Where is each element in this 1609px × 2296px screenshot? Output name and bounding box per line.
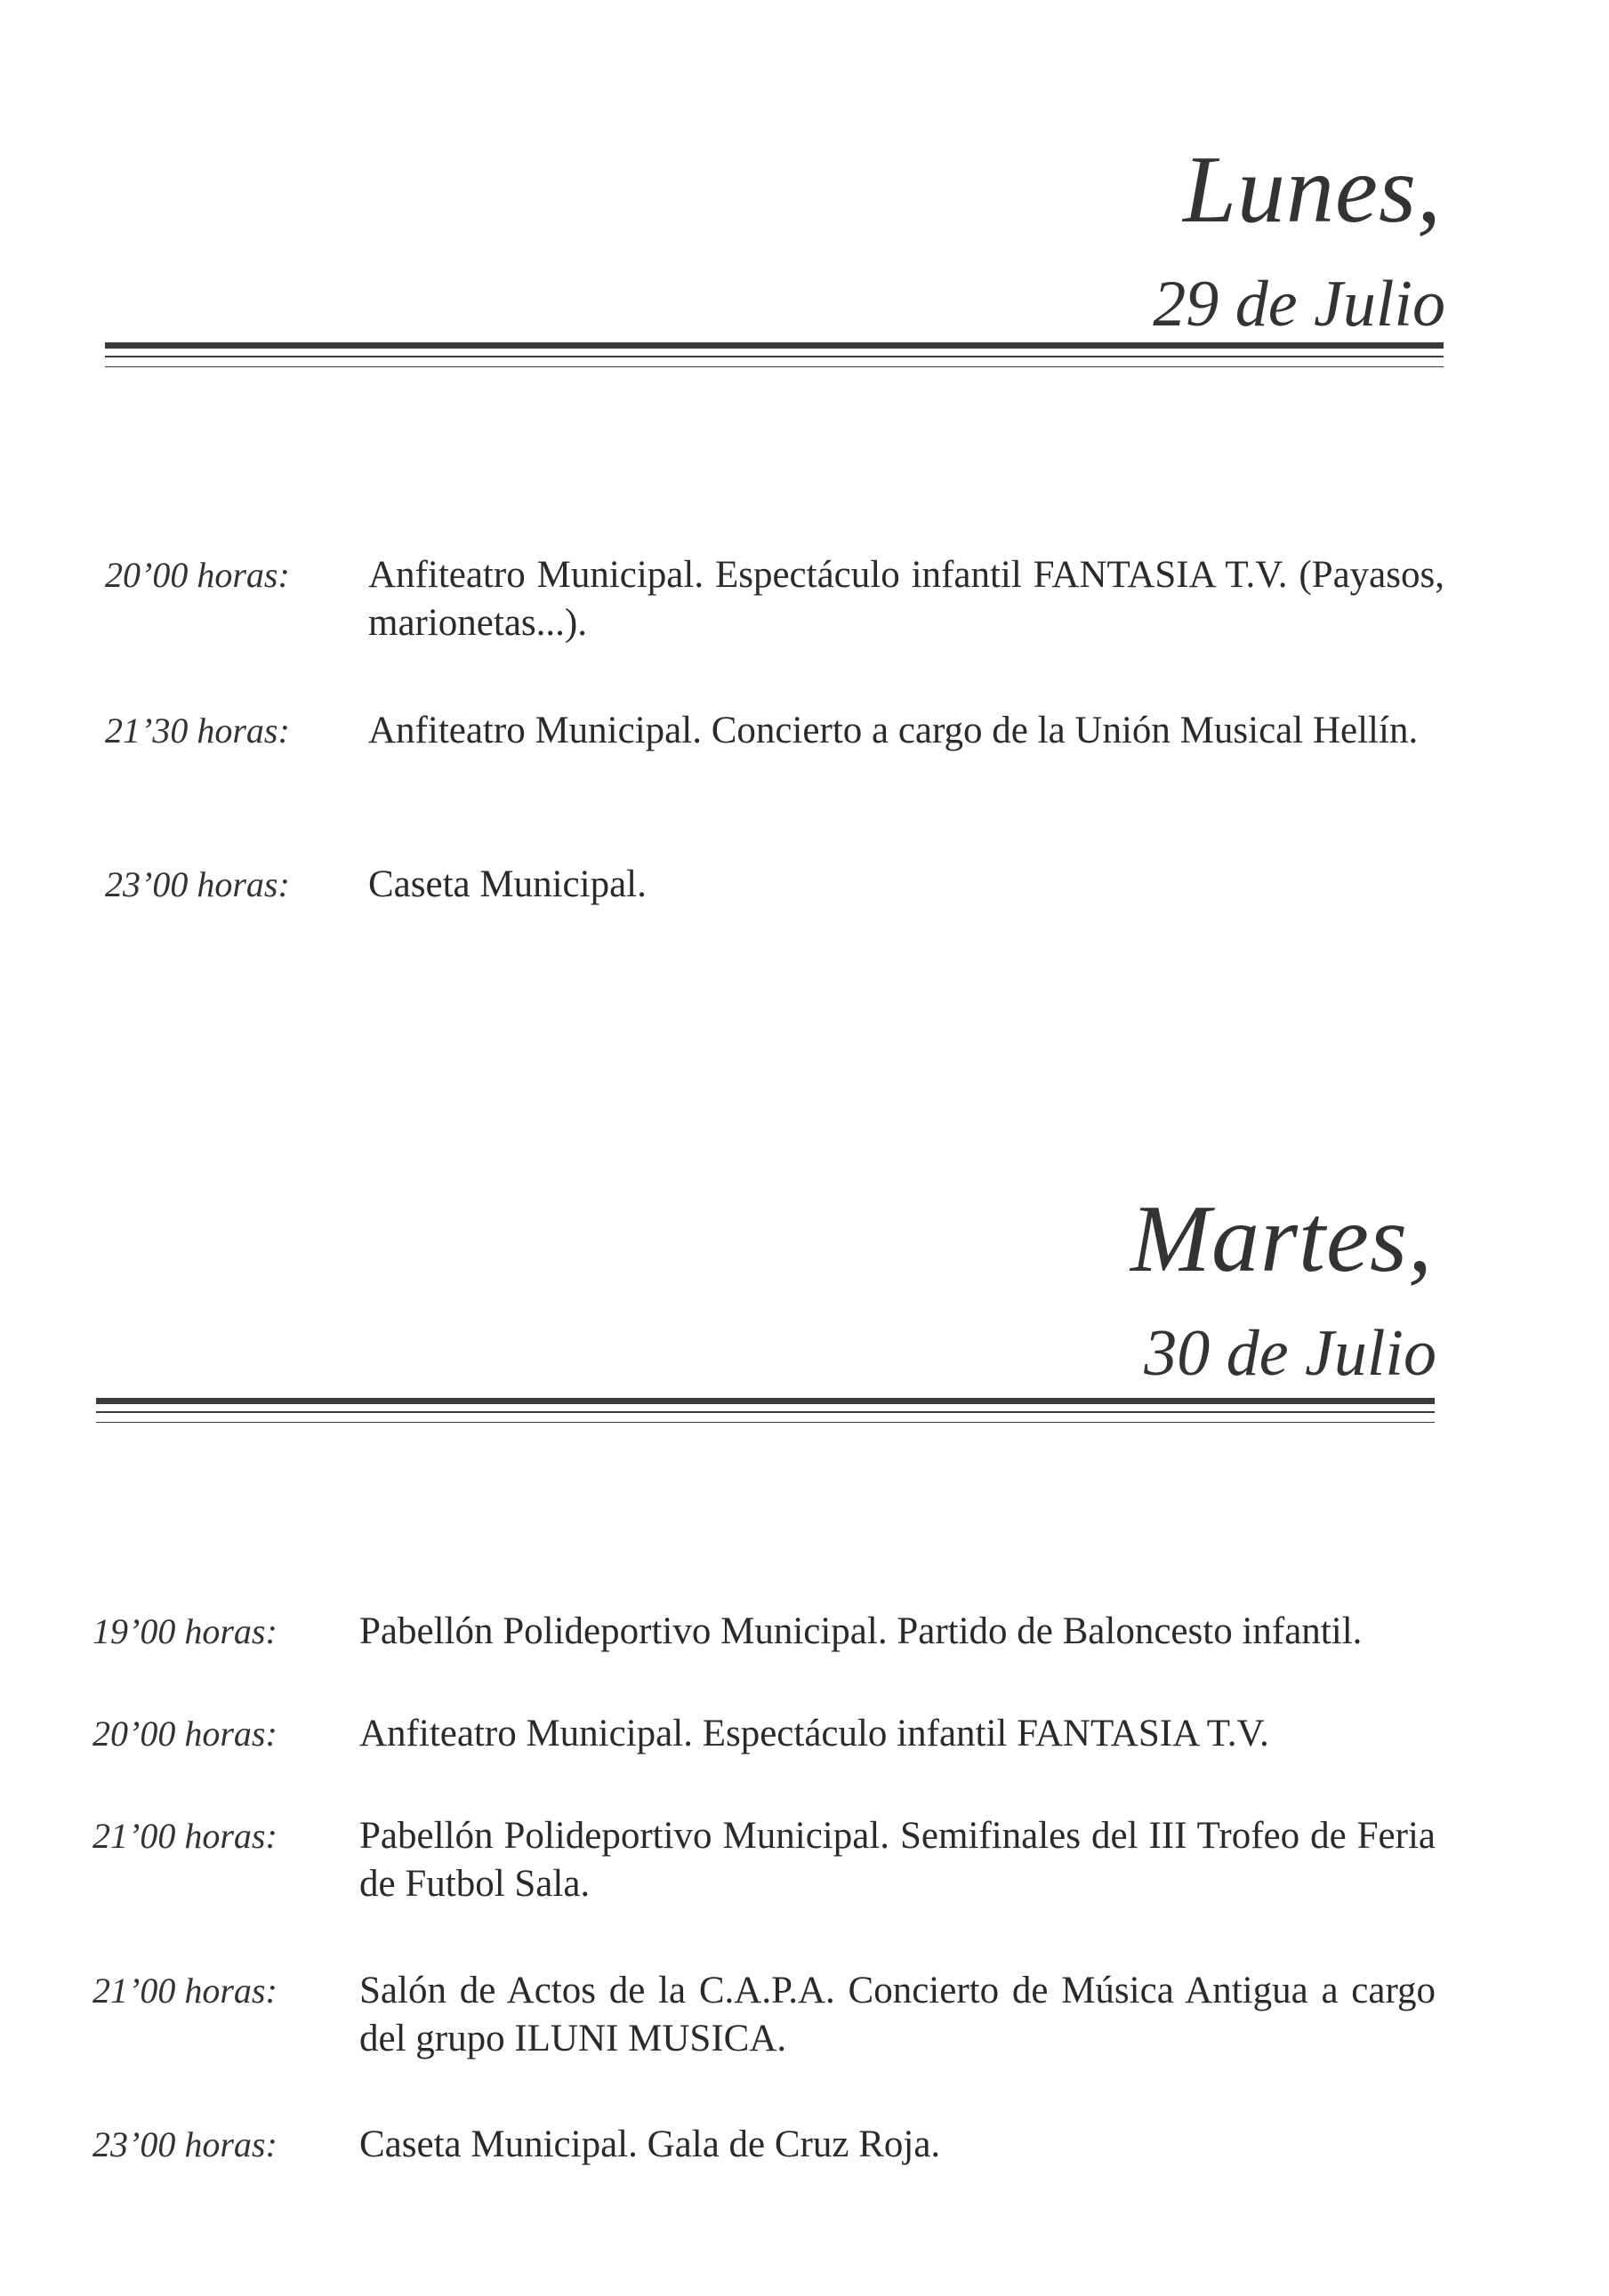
header-rule-thick <box>105 342 1444 349</box>
event-description: Anfiteatro Municipal. Espectáculo infantil FANTASIA T.V. (Payasos, marionetas...). <box>368 554 1444 644</box>
event-description: Salón de Actos de la C.A.P.A. Concierto de Música Antigua a cargo del grupo ILUNI MUSICA. <box>359 1970 1436 2059</box>
event-time: 21’00 horas: <box>93 1971 278 2011</box>
event-description: Caseta Municipal. <box>368 863 647 905</box>
header-rule-mid <box>96 1411 1435 1413</box>
event-time: 23’00 horas: <box>105 864 290 904</box>
event-description: Caseta Municipal. Gala de Cruz Roja. <box>359 2123 941 2165</box>
event-description: Pabellón Polideportivo Municipal. Partido de Baloncesto infantil. <box>359 1610 1363 1652</box>
event-time: 20’00 horas: <box>93 1714 278 1754</box>
event-description: Anfiteatro Municipal. Espectáculo infantil FANTASIA T.V. <box>359 1713 1269 1754</box>
header-rule-thick <box>96 1398 1435 1404</box>
event-time: 21’30 horas: <box>105 710 290 751</box>
day-name: Martes, <box>1130 1186 1433 1292</box>
event-time: 20’00 horas: <box>105 555 290 595</box>
header-rule-thin <box>105 366 1444 367</box>
header-rule-thin <box>96 1422 1435 1423</box>
day-date: 29 de Julio <box>1153 268 1445 341</box>
event-time: 21’00 horas: <box>93 1816 278 1856</box>
event-description: Anfiteatro Municipal. Concierto a cargo de la Unión Musical Hellín. <box>368 710 1419 751</box>
header-rule-mid <box>105 356 1444 357</box>
day-name: Lunes, <box>1182 137 1442 243</box>
event-time: 23’00 horas: <box>93 2124 278 2164</box>
event-time: 19’00 horas: <box>93 1611 278 1651</box>
day-date: 30 de Julio <box>1144 1317 1436 1390</box>
event-description: Pabellón Polideportivo Municipal. Semifinales del III Trofeo de Feria de Futbol Sala. <box>359 1815 1436 1905</box>
